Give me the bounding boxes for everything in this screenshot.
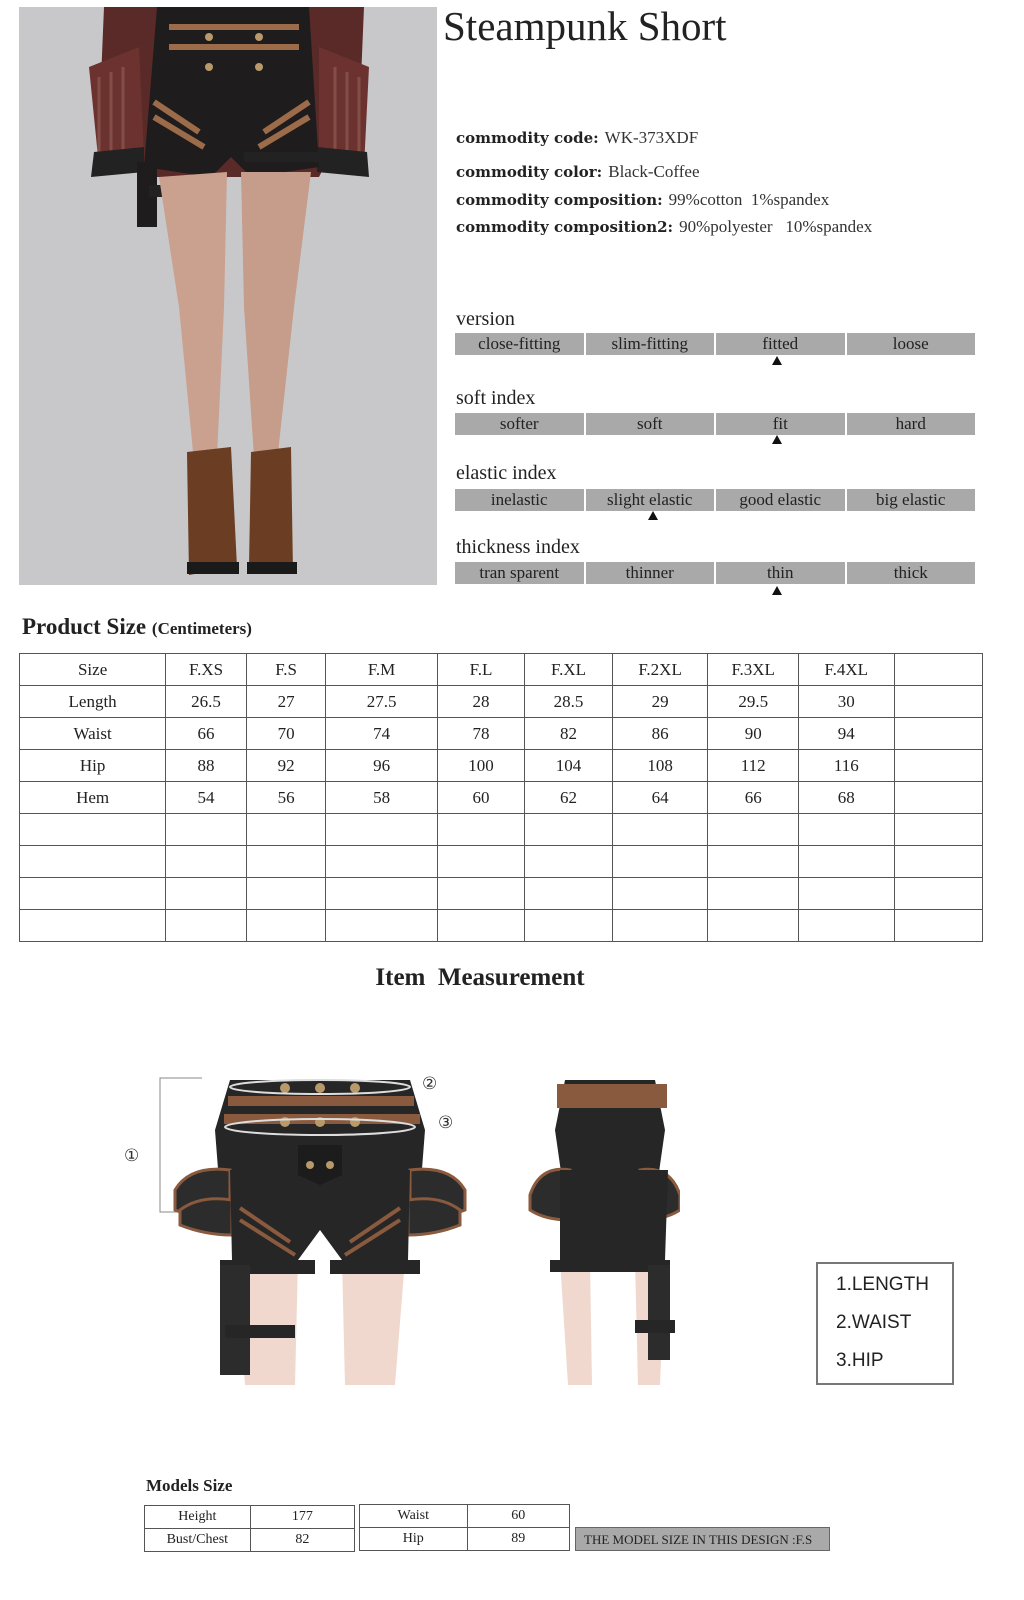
marker-hip: ③	[438, 1113, 454, 1133]
table-cell: 66	[166, 718, 247, 750]
table-cell: 26.5	[166, 686, 247, 718]
table-cell: 27	[246, 686, 326, 718]
thickness-index-label: thickness index	[456, 536, 580, 558]
product-size-table	[19, 653, 983, 942]
table-cell: 27.5	[326, 686, 437, 718]
table-cell	[525, 910, 613, 942]
model-measure-value: 82	[250, 1529, 354, 1552]
row-label-cell: Hip	[20, 750, 166, 782]
table-row	[20, 878, 983, 910]
table-cell: 58	[326, 782, 437, 814]
measurement-diagram	[120, 1070, 680, 1394]
table-row	[360, 1505, 570, 1528]
model-measure-label: Bust/Chest	[145, 1529, 251, 1552]
table-cell: 94	[799, 718, 895, 750]
product-size-unit: (Centimeters)	[151, 619, 252, 638]
model-measure-value: 89	[467, 1528, 569, 1551]
attr-code-label: commodity code:	[456, 129, 599, 147]
elastic-index-label: elastic index	[456, 462, 557, 484]
model-photo-illustration	[19, 7, 437, 585]
elastic-index-scale	[455, 489, 975, 511]
table-cell	[612, 878, 708, 910]
attr-composition-label: commodity composition:	[456, 191, 663, 209]
table-cell	[799, 878, 895, 910]
table-cell	[894, 750, 982, 782]
table-cell: F.2XL	[612, 654, 708, 686]
table-cell	[525, 814, 613, 846]
thickness-index-option: tran sparent	[455, 562, 584, 584]
soft-index-scale	[455, 413, 975, 435]
table-row	[20, 846, 983, 878]
table-cell: F.3XL	[708, 654, 799, 686]
table-row	[20, 718, 983, 750]
table-cell: 112	[708, 750, 799, 782]
table-cell: 100	[437, 750, 525, 782]
table-cell	[708, 846, 799, 878]
table-cell: F.XL	[525, 654, 613, 686]
table-row	[145, 1506, 355, 1529]
table-cell	[166, 878, 247, 910]
attr-code	[456, 128, 698, 148]
table-cell	[708, 910, 799, 942]
attr-composition-value: 99%cotton 1%spandex	[668, 190, 830, 209]
table-cell	[166, 910, 247, 942]
elastic-index-selected-marker-icon	[648, 511, 658, 520]
table-cell	[894, 686, 982, 718]
table-cell	[166, 846, 247, 878]
row-label-cell	[20, 910, 166, 942]
product-size-title	[22, 614, 252, 640]
table-cell: 56	[246, 782, 326, 814]
table-cell: 62	[525, 782, 613, 814]
table-cell	[894, 654, 982, 686]
table-cell	[326, 814, 437, 846]
thickness-index-scale	[455, 562, 975, 584]
table-cell: 70	[246, 718, 326, 750]
table-cell: 28.5	[525, 686, 613, 718]
table-row	[20, 910, 983, 942]
soft-index-option: fit	[716, 413, 845, 435]
table-cell: F.XS	[166, 654, 247, 686]
table-cell: 54	[166, 782, 247, 814]
table-cell	[246, 878, 326, 910]
table-row	[20, 750, 983, 782]
marker-waist: ②	[422, 1074, 438, 1094]
table-cell	[894, 878, 982, 910]
attr-color-value: Black-Coffee	[608, 162, 700, 181]
table-cell	[326, 878, 437, 910]
elastic-index-option: big elastic	[847, 489, 976, 511]
table-cell	[799, 846, 895, 878]
table-cell: 64	[612, 782, 708, 814]
attr-code-value: WK-373XDF	[604, 128, 699, 147]
table-header-row	[20, 654, 983, 686]
model-measure-label: Waist	[360, 1505, 468, 1528]
table-cell	[246, 846, 326, 878]
table-cell	[326, 910, 437, 942]
legend-hip: 3.HIP	[836, 1350, 884, 1371]
table-cell	[612, 846, 708, 878]
version-option: loose	[847, 333, 976, 355]
table-cell: F.L	[437, 654, 525, 686]
table-cell: F.S	[246, 654, 326, 686]
attr-composition2-value: 90%polyester 10%spandex	[679, 217, 873, 236]
version-label: version	[456, 308, 515, 330]
version-selected-marker-icon	[772, 356, 782, 365]
row-label-cell	[20, 846, 166, 878]
table-cell	[166, 814, 247, 846]
thickness-index-option: thinner	[586, 562, 715, 584]
table-cell: 68	[799, 782, 895, 814]
elastic-index-option: slight elastic	[586, 489, 715, 511]
table-cell: 96	[326, 750, 437, 782]
table-row	[20, 814, 983, 846]
table-cell: 88	[166, 750, 247, 782]
model-measure-value: 177	[250, 1506, 354, 1529]
table-cell	[708, 878, 799, 910]
table-row	[20, 782, 983, 814]
table-cell: 90	[708, 718, 799, 750]
table-cell	[246, 910, 326, 942]
measurement-legend	[816, 1262, 954, 1385]
product-title: Steampunk Short	[443, 3, 727, 49]
soft-index-selected-marker-icon	[772, 435, 782, 444]
row-label-cell	[20, 814, 166, 846]
table-cell	[612, 814, 708, 846]
table-row	[360, 1528, 570, 1551]
version-scale	[455, 333, 975, 355]
table-cell: 66	[708, 782, 799, 814]
item-measurement-title: Item Measurement	[375, 964, 585, 991]
marker-length: ①	[124, 1146, 140, 1166]
row-label-cell: Size	[20, 654, 166, 686]
table-cell	[894, 814, 982, 846]
attr-color-label: commodity color:	[456, 163, 603, 181]
row-label-cell	[20, 878, 166, 910]
table-cell: 74	[326, 718, 437, 750]
table-cell	[326, 846, 437, 878]
table-cell: F.4XL	[799, 654, 895, 686]
model-measure-value: 60	[467, 1505, 569, 1528]
table-cell: 108	[612, 750, 708, 782]
soft-index-option: soft	[586, 413, 715, 435]
table-cell: 116	[799, 750, 895, 782]
legend-length: 1.LENGTH	[836, 1274, 929, 1295]
thickness-index-option: thick	[847, 562, 976, 584]
soft-index-option: hard	[847, 413, 976, 435]
table-cell	[246, 814, 326, 846]
attr-composition	[456, 190, 829, 210]
thickness-index-option: thin	[716, 562, 845, 584]
table-cell	[799, 814, 895, 846]
table-cell	[525, 878, 613, 910]
models-size-table-left	[144, 1505, 355, 1552]
product-photo	[19, 7, 437, 585]
version-option: fitted	[716, 333, 845, 355]
table-cell: 82	[525, 718, 613, 750]
table-cell: 29	[612, 686, 708, 718]
models-size-table-right	[359, 1504, 570, 1551]
thickness-index-selected-marker-icon	[772, 586, 782, 595]
table-cell	[437, 846, 525, 878]
table-cell	[437, 878, 525, 910]
table-cell	[799, 910, 895, 942]
shorts-front-back-illustration	[120, 1070, 680, 1390]
elastic-index-option: inelastic	[455, 489, 584, 511]
table-cell: 92	[246, 750, 326, 782]
product-size-heading: Product Size	[22, 614, 147, 639]
table-cell	[894, 910, 982, 942]
legend-waist: 2.WAIST	[836, 1312, 912, 1333]
table-cell: 86	[612, 718, 708, 750]
table-cell: 60	[437, 782, 525, 814]
table-cell	[437, 910, 525, 942]
version-option: slim-fitting	[586, 333, 715, 355]
table-row	[145, 1529, 355, 1552]
attr-color	[456, 162, 700, 182]
attr-composition2	[456, 217, 872, 237]
attr-composition2-label: commodity composition2:	[456, 218, 674, 236]
version-option: close-fitting	[455, 333, 584, 355]
table-cell	[437, 814, 525, 846]
table-cell	[525, 846, 613, 878]
table-cell	[894, 846, 982, 878]
soft-index-option: softer	[455, 413, 584, 435]
row-label-cell: Length	[20, 686, 166, 718]
table-row	[20, 686, 983, 718]
table-cell: 78	[437, 718, 525, 750]
table-cell: 30	[799, 686, 895, 718]
table-cell	[894, 718, 982, 750]
soft-index-label: soft index	[456, 387, 536, 409]
table-cell	[894, 782, 982, 814]
row-label-cell: Waist	[20, 718, 166, 750]
elastic-index-option: good elastic	[716, 489, 845, 511]
table-cell: 104	[525, 750, 613, 782]
row-label-cell: Hem	[20, 782, 166, 814]
model-measure-label: Height	[145, 1506, 251, 1529]
model-measure-label: Hip	[360, 1528, 468, 1551]
table-cell: 28	[437, 686, 525, 718]
models-size-title: Models Size	[146, 1476, 233, 1495]
model-size-note: THE MODEL SIZE IN THIS DESIGN :F.S	[575, 1527, 830, 1551]
table-cell	[708, 814, 799, 846]
table-cell: F.M	[326, 654, 437, 686]
table-cell	[612, 910, 708, 942]
table-cell: 29.5	[708, 686, 799, 718]
